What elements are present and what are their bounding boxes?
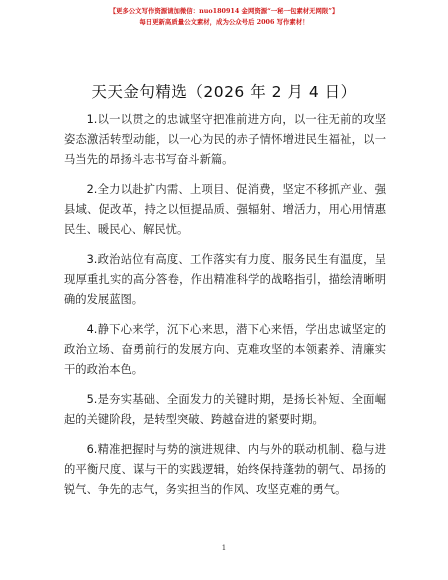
document-body — [64, 110, 386, 510]
promo-header-line-2: 每日更新高质量公文素材，成为公众号后 2006 写作素材！ — [139, 18, 309, 26]
paragraph-5: 5.是夯实基础、全面发力的关键时期，是扬长补短、全面崛起的关键阶段，是转型突破、跨越奋进的紧要时期。 — [64, 393, 386, 426]
promo-header-line-1: 【更多公文写作资源请加微信：nuo180914 金网资源“一秘一包素材无网限”】 — [109, 7, 339, 15]
paragraph-6: 6.精准把握时与势的演进规律、内与外的联动机制、稳与进的平衡尺度、谋与干的实践逻辑，始终保持蓬勃的朝气、昂扬的锐气、争先的志气，务实担当的作风、攻坚克难的勇气。 — [64, 443, 386, 496]
paragraph-4: 4.静下心来学，沉下心来思，潜下心来悟，学出忠诚坚定的政治立场、奋勇前行的发展方向、克难攻坚的本领素养、清廉实干的政治本色。 — [64, 323, 386, 376]
paragraph-3: 3.政治站位有高度、工作落实有力度、服务民生有温度，呈现厚重扎实的高分答卷，作出精准科学的战略指引，描绘清晰明确的发展蓝图。 — [64, 253, 386, 306]
page-number: 1 — [221, 544, 227, 552]
paragraph-1: 1.以一以贯之的忠诚坚守把准前进方向，以一往无前的攻坚姿态激活转型动能，以一心为民的赤子情怀增进民生福祉，以一马当先的昂扬斗志书写奋斗新篇。 — [64, 113, 386, 166]
paragraph-2: 2.全力以赴扩内需、上项目、促消费，坚定不移抓产业、强县域、促改革，持之以恒提品质、强辐射、增活力，用心用情惠民生、暖民心、解民忧。 — [64, 183, 386, 236]
promo-header — [0, 6, 448, 28]
document-title: 天天金句精选（2026 年 2 月 4 日） — [91, 83, 357, 101]
